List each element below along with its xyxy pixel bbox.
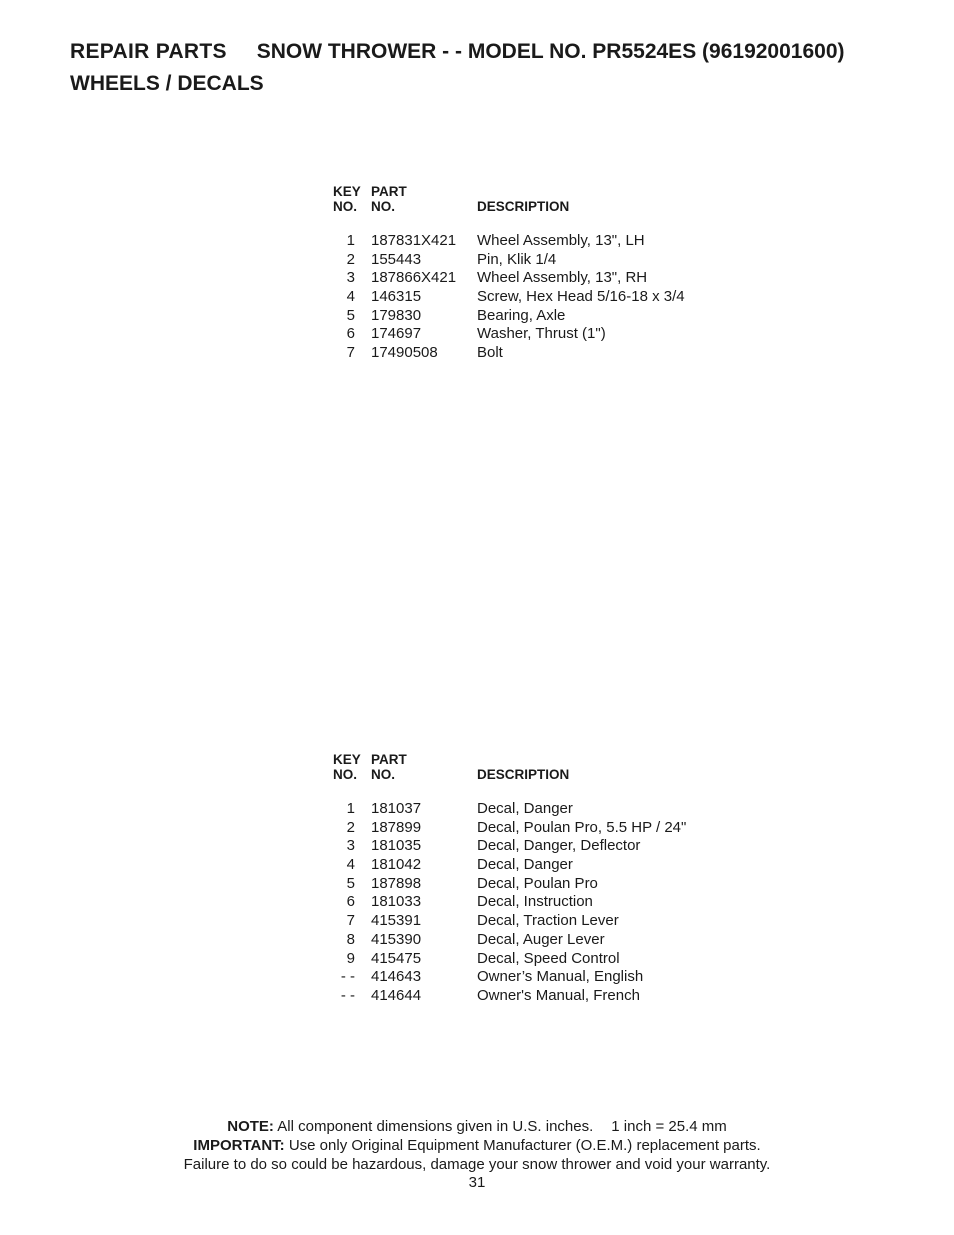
table-row (333, 307, 685, 326)
table-header (333, 752, 686, 782)
table-row (333, 968, 686, 987)
part-description: Screw, Hex Head 5/16-18 x 3/4 (477, 288, 685, 306)
wheels-rows (333, 232, 685, 363)
header-part-line2: NO. (371, 767, 396, 782)
catalog-number: (96192001600) (702, 40, 845, 63)
part-column-header (371, 752, 477, 782)
key-no: 5 (346, 306, 355, 324)
header-part-line1: PART (371, 752, 407, 767)
key-no: 6 (346, 893, 355, 911)
part-column-header (371, 184, 477, 214)
table-row (333, 288, 685, 307)
page-footer (0, 1118, 954, 1193)
key-no: 4 (346, 288, 355, 306)
key-no: - - (340, 968, 355, 986)
table-row (333, 800, 686, 819)
part-no: 414643 (371, 968, 422, 986)
important-label: IMPORTANT: (193, 1136, 285, 1154)
part-description: Pin, Klik 1/4 (477, 250, 557, 268)
table-row (333, 987, 686, 1006)
page-number: 31 (468, 1174, 486, 1192)
key-no: 8 (346, 930, 355, 948)
part-no: 415475 (371, 949, 422, 967)
key-no: 6 (346, 325, 355, 343)
part-no: 181037 (371, 800, 422, 817)
decals-rows (333, 800, 686, 1006)
part-no: 187866X421 (371, 269, 457, 287)
part-description: Decal, Poulan Pro (477, 874, 598, 892)
part-description: Decal, Danger (477, 800, 573, 817)
model-number: PR5524ES (592, 40, 697, 63)
table-row (333, 931, 686, 950)
key-no: 5 (346, 874, 355, 892)
key-no: 3 (346, 837, 355, 855)
part-description: Decal, Traction Lever (477, 912, 619, 930)
part-no: 181042 (371, 856, 422, 874)
part-description: Bearing, Axle (477, 306, 566, 324)
part-no: 179830 (371, 306, 422, 324)
part-description: Decal, Instruction (477, 893, 593, 911)
important-text: Use only Original Equipment Manufacturer (O.E.M.) replacement parts. (288, 1136, 761, 1154)
part-description: Wheel Assembly, 13", RH (477, 269, 648, 287)
key-no: 2 (346, 250, 355, 268)
header-key-line2: NO. (333, 767, 358, 782)
part-no: 181033 (371, 893, 422, 911)
key-no: 9 (346, 949, 355, 967)
part-description: Wheel Assembly, 13", LH (477, 232, 645, 249)
key-column-header (333, 752, 371, 782)
description-column-header: DESCRIPTION (477, 199, 570, 214)
part-no: 174697 (371, 325, 422, 343)
part-description: Washer, Thrust (1") (477, 325, 606, 343)
part-no: 17490508 (371, 344, 438, 362)
table-row (333, 269, 685, 288)
part-no: 181035 (371, 837, 422, 855)
part-description: Decal, Danger (477, 856, 573, 874)
part-no: 187899 (371, 818, 422, 836)
part-no: 187898 (371, 874, 422, 892)
part-description: Decal, Danger, Deflector (477, 837, 641, 855)
section-title: WHEELS / DECALS (70, 72, 264, 95)
header-key-line2: NO. (333, 199, 358, 214)
header-title-line (70, 36, 940, 68)
header-part-line2: NO. (371, 199, 396, 214)
part-description: Owner’s Manual, English (477, 968, 644, 986)
table-row (333, 950, 686, 969)
header-key-line1: KEY (333, 184, 361, 199)
table-row (333, 837, 686, 856)
key-no: 1 (346, 232, 355, 249)
part-no: 146315 (371, 288, 422, 306)
table-row (333, 893, 686, 912)
table-row (333, 344, 685, 363)
part-description: Decal, Speed Control (477, 949, 620, 967)
table-header (333, 184, 685, 214)
part-no: 414644 (371, 986, 422, 1004)
key-no: 2 (346, 818, 355, 836)
description-column-header: DESCRIPTION (477, 767, 570, 782)
table-row (333, 819, 686, 838)
important-line (0, 1137, 954, 1156)
note-label: NOTE: (227, 1118, 274, 1135)
table-row (333, 232, 685, 251)
warning-line: Failure to do so could be hazardous, damage your snow thrower and void your warranty. (183, 1155, 771, 1173)
part-no: 415391 (371, 912, 422, 930)
key-no: 3 (346, 269, 355, 287)
part-no: 155443 (371, 250, 422, 268)
conversion-text: 1 inch = 25.4 mm (611, 1118, 727, 1135)
part-no: 187831X421 (371, 232, 457, 249)
table-row (333, 325, 685, 344)
part-description: Bolt (477, 344, 503, 362)
key-no: 1 (346, 800, 355, 817)
note-text: All component dimensions given in U.S. inches. (277, 1118, 594, 1135)
wheels-parts-table (333, 184, 685, 363)
decals-parts-table (333, 752, 686, 1006)
key-no: 7 (346, 344, 355, 362)
table-row (333, 875, 686, 894)
key-no: - - (340, 986, 355, 1004)
repair-parts-label: REPAIR PARTS (70, 40, 227, 63)
page-header (70, 36, 940, 100)
key-no: 4 (346, 856, 355, 874)
table-row (333, 912, 686, 931)
part-no: 415390 (371, 930, 422, 948)
part-description: Decal, Poulan Pro, 5.5 HP / 24" (477, 818, 687, 836)
key-no: 7 (346, 912, 355, 930)
part-description: Owner's Manual, French (477, 986, 640, 1004)
note-line (0, 1118, 954, 1137)
header-part-line1: PART (371, 184, 407, 199)
part-description: Decal, Auger Lever (477, 930, 605, 948)
product-label: SNOW THROWER - - MODEL NO. (256, 40, 587, 63)
header-key-line1: KEY (333, 752, 361, 767)
table-row (333, 251, 685, 270)
table-row (333, 856, 686, 875)
key-column-header (333, 184, 371, 214)
